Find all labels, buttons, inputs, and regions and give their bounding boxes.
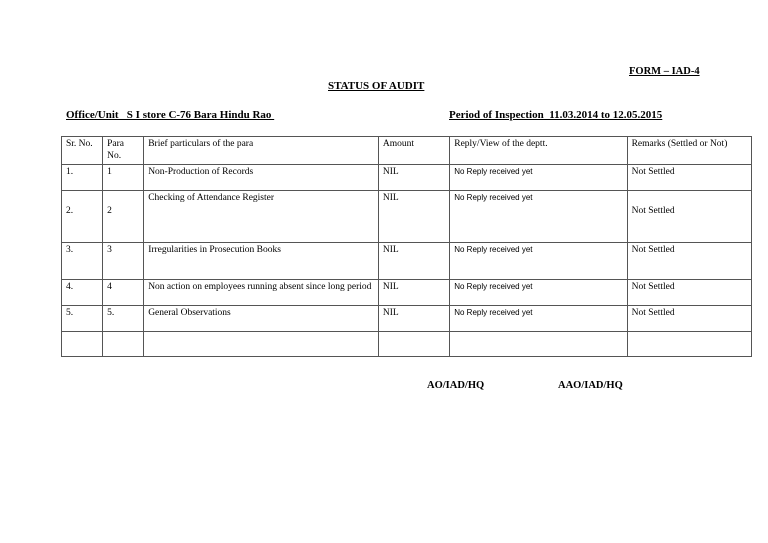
cell-amount: NIL bbox=[378, 191, 449, 243]
cell-sr-no: 4. bbox=[62, 280, 103, 306]
cell-empty bbox=[450, 332, 627, 357]
cell-empty bbox=[627, 332, 751, 357]
table-row bbox=[62, 280, 752, 306]
cell-remarks: Not Settled bbox=[627, 191, 751, 243]
cell-empty bbox=[378, 332, 449, 357]
cell-brief: Irregularities in Prosecution Books bbox=[144, 243, 379, 280]
office-unit-heading: Office/Unit S I store C-76 Bara Hindu Rao bbox=[66, 109, 275, 121]
cell-para-no: 5. bbox=[103, 306, 144, 332]
table-row bbox=[62, 191, 752, 243]
audit-status-table bbox=[61, 136, 752, 357]
cell-para-no: 3 bbox=[103, 243, 144, 280]
table-row bbox=[62, 243, 752, 280]
header-remarks: Remarks (Settled or Not) bbox=[627, 137, 751, 165]
inspection-period-heading: Period of Inspection 11.03.2014 to 12.05.2015 bbox=[449, 109, 663, 121]
cell-brief: Checking of Attendance Register bbox=[144, 191, 379, 243]
cell-para-no: 2 bbox=[103, 191, 144, 243]
header-reply: Reply/View of the deptt. bbox=[450, 137, 627, 165]
cell-brief: Non-Production of Records bbox=[144, 165, 379, 191]
cell-brief: General Observations bbox=[144, 306, 379, 332]
cell-brief: Non action on employees running absent since long period bbox=[144, 280, 379, 306]
signature-aao: AAO/IAD/HQ bbox=[558, 380, 623, 391]
header-brief-particulars: Brief particulars of the para bbox=[144, 137, 379, 165]
cell-sr-no: 2. bbox=[62, 191, 103, 243]
table-row bbox=[62, 306, 752, 332]
table-header-row bbox=[62, 137, 752, 165]
cell-sr-no: 1. bbox=[62, 165, 103, 191]
signature-ao: AO/IAD/HQ bbox=[427, 380, 485, 391]
cell-reply: No Reply received yet bbox=[450, 280, 627, 306]
cell-empty bbox=[103, 332, 144, 357]
header-sr-no: Sr. No. bbox=[62, 137, 103, 165]
form-number: FORM – IAD-4 bbox=[629, 66, 700, 77]
cell-remarks: Not Settled bbox=[627, 243, 751, 280]
header-amount: Amount bbox=[378, 137, 449, 165]
cell-amount: NIL bbox=[378, 306, 449, 332]
cell-sr-no: 5. bbox=[62, 306, 103, 332]
cell-sr-no: 3. bbox=[62, 243, 103, 280]
table-row bbox=[62, 165, 752, 191]
cell-para-no: 1 bbox=[103, 165, 144, 191]
cell-amount: NIL bbox=[378, 243, 449, 280]
cell-remarks: Not Settled bbox=[627, 280, 751, 306]
cell-remarks: Not Settled bbox=[627, 165, 751, 191]
cell-empty bbox=[62, 332, 103, 357]
table-row-empty bbox=[62, 332, 752, 357]
header-para-no: Para No. bbox=[103, 137, 144, 165]
cell-para-no: 4 bbox=[103, 280, 144, 306]
cell-amount: NIL bbox=[378, 280, 449, 306]
cell-reply: No Reply received yet bbox=[450, 191, 627, 243]
cell-reply: No Reply received yet bbox=[450, 306, 627, 332]
cell-empty bbox=[144, 332, 379, 357]
cell-amount: NIL bbox=[378, 165, 449, 191]
cell-remarks: Not Settled bbox=[627, 306, 751, 332]
cell-reply: No Reply received yet bbox=[450, 165, 627, 191]
document-title: STATUS OF AUDIT bbox=[328, 80, 425, 92]
cell-reply: No Reply received yet bbox=[450, 243, 627, 280]
